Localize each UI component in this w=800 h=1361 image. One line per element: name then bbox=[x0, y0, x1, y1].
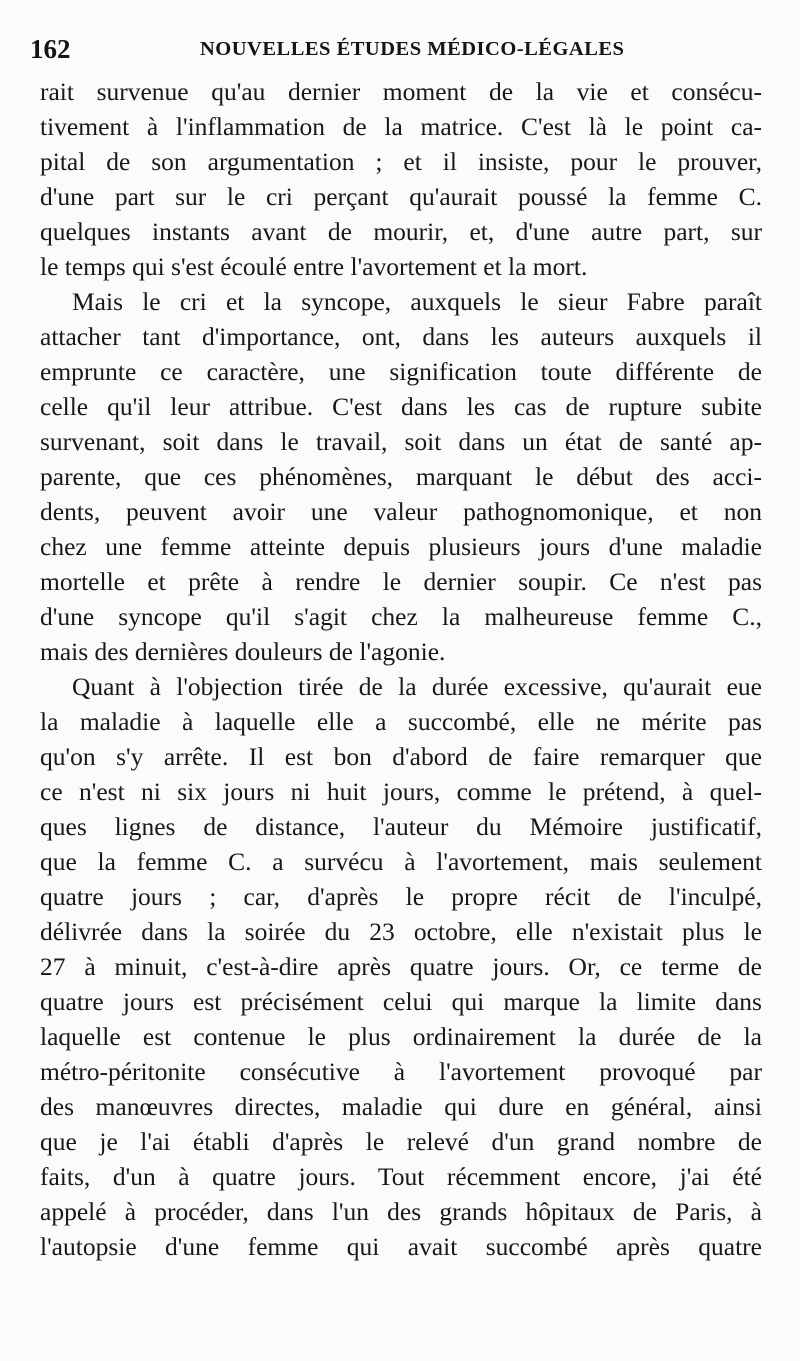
text-line: attacher tant d'importance, ont, dans les auteurs auxquels il bbox=[40, 322, 762, 351]
text-line: dents, peuvent avoir une valeur pathognomonique, et non bbox=[40, 497, 762, 526]
paragraph-2 bbox=[40, 284, 762, 669]
text-line: qu'on s'y arrête. Il est bon d'abord de faire remarquer que bbox=[40, 742, 762, 771]
text-line: chez une femme atteinte depuis plusieurs jours d'une maladie bbox=[40, 532, 762, 561]
text-line: la maladie à laquelle elle a succombé, elle ne mérite pas bbox=[40, 707, 762, 736]
paragraph-3 bbox=[40, 669, 762, 1264]
text-line: mortelle et prête à rendre le dernier soupir. Ce n'est pas bbox=[40, 567, 762, 596]
text-line: métro-péritonite consécutive à l'avortement provoqué par bbox=[40, 1057, 762, 1086]
text-line: quelques instants avant de mourir, et, d'une autre part, sur bbox=[40, 217, 762, 246]
text-line: que je l'ai établi d'après le relevé d'un grand nombre de bbox=[40, 1127, 762, 1156]
text-line: laquelle est contenue le plus ordinairement la durée de la bbox=[40, 1022, 762, 1051]
text-line: d'une part sur le cri perçant qu'aurait poussé la femme C. bbox=[40, 182, 762, 211]
text-line: que la femme C. a survécu à l'avortement, mais seulement bbox=[40, 847, 762, 876]
text-line: rait survenue qu'au dernier moment de la vie et consécu- bbox=[40, 77, 762, 106]
text-line: Quant à l'objection tirée de la durée excessive, qu'aurait eue bbox=[72, 672, 762, 701]
page-number: 162 bbox=[30, 34, 71, 64]
page-header bbox=[30, 34, 760, 64]
text-line: quatre jours ; car, d'après le propre récit de l'inculpé, bbox=[40, 882, 762, 911]
body-text bbox=[40, 74, 762, 1264]
text-line: parente, que ces phénomènes, marquant le début des acci- bbox=[40, 462, 762, 491]
text-line: emprunte ce caractère, une signification toute différente de bbox=[40, 357, 762, 386]
text-line: des manœuvres directes, maladie qui dure en général, ainsi bbox=[40, 1092, 762, 1121]
text-line: le temps qui s'est écoulé entre l'avortement et la mort. bbox=[40, 252, 588, 281]
text-line: pital de son argumentation ; et il insiste, pour le prouver, bbox=[40, 147, 762, 176]
text-line: celle qu'il leur attribue. C'est dans les cas de rupture subite bbox=[40, 392, 762, 421]
paragraph-1 bbox=[40, 74, 762, 284]
text-line: Mais le cri et la syncope, auxquels le sieur Fabre paraît bbox=[72, 287, 762, 316]
text-line: faits, d'un à quatre jours. Tout récemment encore, j'ai été bbox=[40, 1162, 762, 1191]
text-line: tivement à l'inflammation de la matrice. C'est là le point ca- bbox=[40, 112, 762, 141]
text-line: quatre jours est précisément celui qui marque la limite dans bbox=[40, 987, 762, 1016]
text-line: appelé à procéder, dans l'un des grands hôpitaux de Paris, à bbox=[40, 1197, 762, 1226]
text-line: d'une syncope qu'il s'agit chez la malheureuse femme C., bbox=[40, 602, 762, 631]
text-line: délivrée dans la soirée du 23 octobre, elle n'existait plus le bbox=[40, 917, 762, 946]
text-line: 27 à minuit, c'est-à-dire après quatre jours. Or, ce terme de bbox=[40, 952, 762, 981]
running-head: NOUVELLES ÉTUDES MÉDICO-LÉGALES bbox=[200, 38, 625, 60]
text-line: survenant, soit dans le travail, soit dans un état de santé ap- bbox=[40, 427, 762, 456]
text-line: ce n'est ni six jours ni huit jours, comme le prétend, à quel- bbox=[40, 777, 762, 806]
text-line: ques lignes de distance, l'auteur du Mémoire justificatif, bbox=[40, 812, 762, 841]
text-line: l'autopsie d'une femme qui avait succombé après quatre bbox=[40, 1232, 762, 1261]
text-line: mais des dernières douleurs de l'agonie. bbox=[40, 637, 446, 666]
